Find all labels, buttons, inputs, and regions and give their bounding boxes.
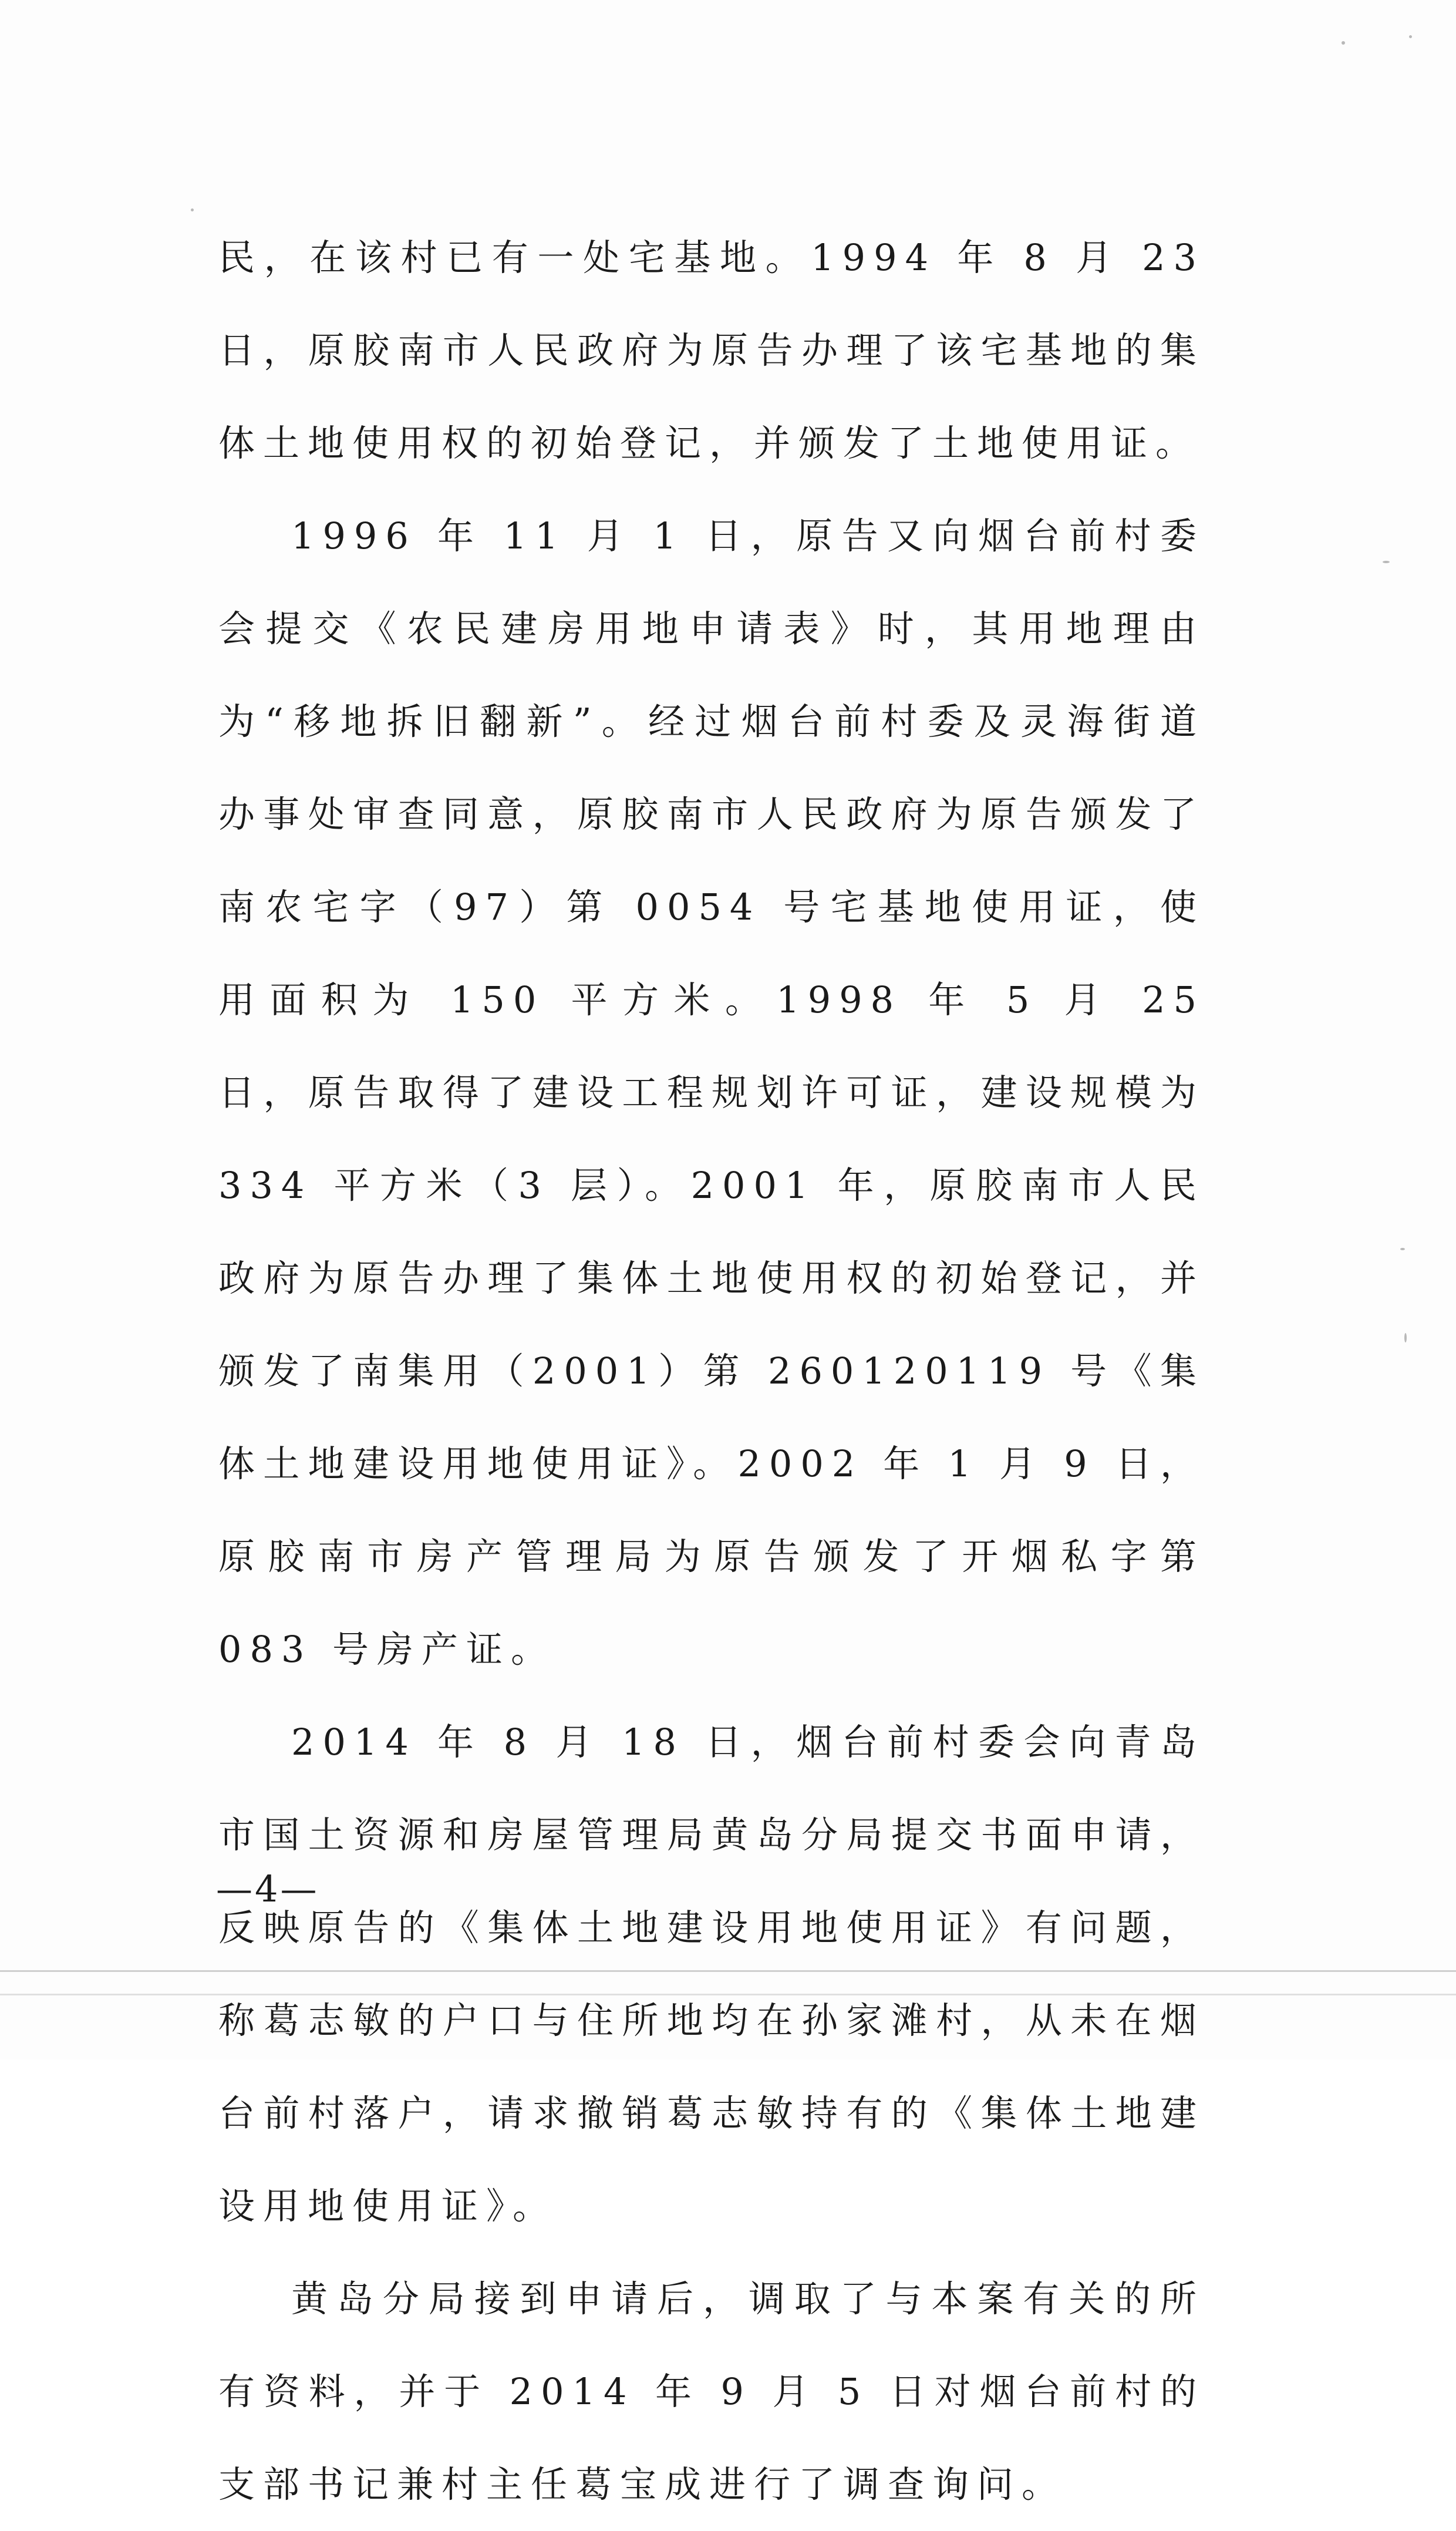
scan-speck — [1404, 1333, 1407, 1342]
paragraph-land-certificate-history: 1996 年 11 月 1 日，原告又向烟台前村委会提交《农民建房用地申请表》时，其用地理由为“移地拆旧翻新”。经过烟台前村委及灵海街道办事处审查同意，原胶南市人民政府为原告颁发了南农宅字（97）第 0054 号宅基地使用证，使用面积为 150 平方米。1998 年 5 月 25 日，原告取得了建设工程规划许可证，建设规模为 334 平方米（3 层）。2001 年，原胶南市人民政府为原告办理了集体土地使用权的初始登记，并颁发了南集用（2001）第 260120119 号《集体土地建设用地使用证》。2002 年 1 月 9 日，原胶南市房产管理局为原告颁发了开烟私字第 083 号房产证。 — [218, 514, 1205, 1671]
scan-speck — [1400, 1248, 1405, 1250]
scan-speck — [1383, 561, 1390, 563]
document-body — [218, 211, 1205, 2531]
scan-speck — [1409, 35, 1412, 38]
paragraph-village-committee-application: 2014 年 8 月 18 日，烟台前村委会向青岛市国土资源和房屋管理局黄岛分局提交书面申请，反映原告的《集体土地建设用地使用证》有问题，称葛志敏的户口与住所地均在孙家滩村，从未在烟台前村落户，请求撤销葛志敏持有的《集体土地建设用地使用证》。 — [218, 1721, 1205, 2227]
scan-speck — [1342, 41, 1345, 45]
scan-speck — [191, 208, 194, 211]
scan-edge-line — [0, 1970, 1456, 1972]
paragraph-continued: 民，在该村已有一处宅基地。1994 年 8 月 23 日，原胶南市人民政府为原告办理了该宅基地的集体土地使用权的初始登记，并颁发了土地使用证。 — [218, 236, 1205, 465]
paragraph-investigation: 黄岛分局接到申请后，调取了与本案有关的所有资料，并于 2014 年 9 月 5 日对烟台前村的支部书记兼村主任葛宝成进行了调查询问。 — [218, 2277, 1205, 2506]
page-number: —4— — [216, 1867, 319, 1910]
scan-edge-line-lower — [0, 1994, 1456, 1995]
